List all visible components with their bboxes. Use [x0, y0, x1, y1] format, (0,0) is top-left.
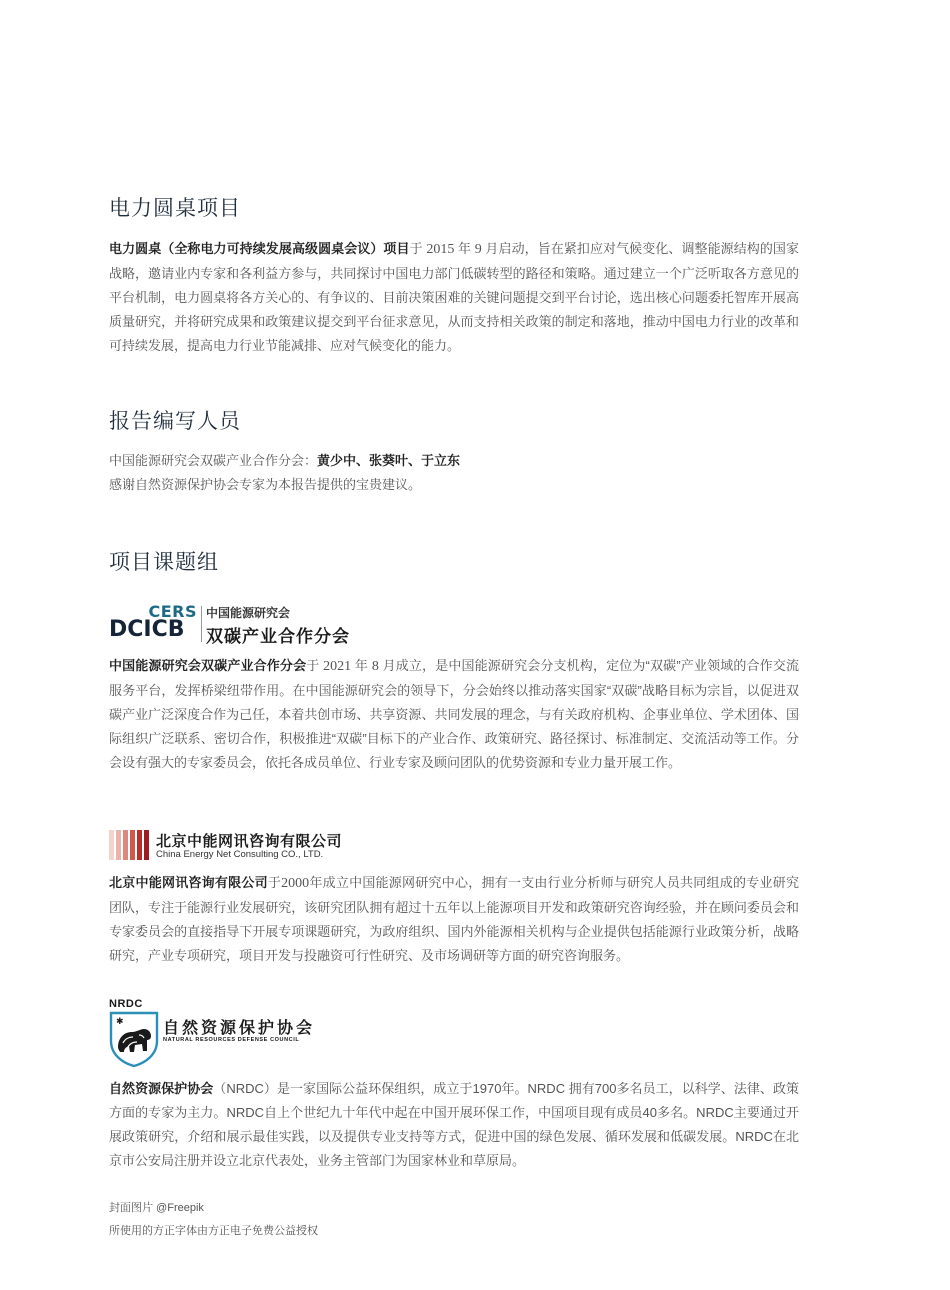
- cers-logo-cn-small: 中国能源研究会: [206, 606, 291, 620]
- cen-logo-cn: 北京中能网讯咨询有限公司: [156, 833, 343, 850]
- star-icon: ✱: [116, 1017, 124, 1027]
- text-run: 年成立中国能源网研究中心，拥有一支由行业分析师与研究人员共同组成的专业研究团队，专注于能源行业发展研究，该研究团队拥有超过十五年以上能源项目开发和政策研究咨询经验，并在顾问委员会和专家委员会的直接指导下开展专项课题研究，为政府组织、国内外能源相关机构与企业提供包括能源行业政策分析，战略研究，产业专项研究，项目开发与投融资可行性研究、及市场调研等方面的研究咨询服务。: [109, 875, 799, 963]
- polar-bear-shield-icon: [109, 1011, 159, 1067]
- authors-line-1: [109, 449, 799, 473]
- cen-logo-en: China Energy Net Consulting CO., LTD.: [156, 849, 324, 860]
- text-run: 年: [454, 241, 475, 256]
- section-title-team: 项目课题组: [109, 551, 219, 574]
- cen-logo-bar: [116, 830, 121, 860]
- authors-names: 黄少中、张葵叶、于立东: [317, 453, 461, 468]
- cers-wordmark: [109, 604, 197, 644]
- text-run: 于: [267, 875, 282, 890]
- dcicb-logo-text: DCICB: [109, 617, 185, 642]
- cen-logo-bar: [109, 830, 114, 860]
- year-number: 2015: [426, 242, 455, 257]
- cers-paragraph: [109, 654, 799, 775]
- text-run: 月成立，是中国能源研究会分支机构，定位为“双碳”产业领域的合作交流服务平台，发挥桥梁纽带作用。在中国能源研究会的领导下，分会始终以推动落实国家“双碳”战略目标为宗旨，以促进双碳产业广泛深度合作为己任，本着共创市场、共享资源、共同发展的理念，与有关政府机构、企事业单位、学术团体、国际组织广泛联系、密切合作，积极推进“双碳”目标下的产业合作、政策研究、路径探讨、标准制定、交流活动等工作。分会设有强大的专家委员会，依托各成员单位、行业专家及顾问团队的优势资源和专业力量开展工作。: [109, 658, 799, 770]
- authors-line-2: 感谢自然资源保护协会专家为本报告提供的宝贵建议。: [109, 477, 422, 492]
- year-number: 2021: [323, 659, 352, 674]
- cen-logo-bar: [130, 830, 135, 860]
- text-run: 于: [306, 658, 324, 673]
- text-run: （NRDC）是一家国际公益环保组织，成立于1970年。NRDC 拥有700多名员工，以科学、法律、政策方面的专家为主力。NRDC自上个世纪九十年代中起在中国开展环保工作，中国项目现有成员40多名。NRDC主要通过开展政策研究，介绍和展示最佳实践，以及提供专业支持等方式，促进中国的绿色发展、循环发展和低碳发展。NRDC在北京市公安局注册并设立北京代表处，业务主管部门为国家林业和草原局。: [109, 1081, 799, 1168]
- nrdc-logo-en: NATURAL RESOURCES DEFENSE COUNCIL: [163, 1037, 300, 1043]
- cers-logo-text: CERS: [148, 602, 197, 621]
- cen-logo-bar: [123, 830, 128, 860]
- nrdc-bold-lead: 自然资源保护协会: [109, 1081, 214, 1096]
- power-roundtable-paragraph: [109, 237, 799, 358]
- authors-org-prefix: 中国能源研究会双碳产业合作分会：: [109, 453, 318, 468]
- cen-logo-bar: [137, 830, 142, 860]
- cen-logo-bars-icon: [109, 830, 153, 860]
- year-number: 2000: [281, 876, 310, 891]
- nrdc-logo: [109, 998, 329, 1068]
- logo-divider: [201, 606, 202, 642]
- cen-paragraph: [109, 871, 799, 968]
- cen-logo-bar: [144, 830, 149, 860]
- nrdc-paragraph: [109, 1077, 799, 1173]
- text-run: 年: [351, 658, 372, 673]
- text-run: 月启动，旨在紧扣应对气候变化、调整能源结构的国家战略，邀请业内专家和各利益方参与，共同探讨中国电力部门低碳转型的路径和策略。通过建立一个广泛听取各方意见的平台机制，电力圆桌将各方关心的、有争议的、目前决策困难的关键问题提交到平台讨论，选出核心问题委托智库开展高质量研究，并将研究成果和政策建议提交到平台征求意见，从而支持相关政策的制定和落地，推动中国电力行业的改革和可持续发展，提高电力行业节能减排、应对气候变化的能力。: [109, 241, 799, 353]
- nrdc-logo-wordmark: NRDC: [109, 998, 143, 1010]
- cover-image-credit: 封面图片 @Freepik: [109, 1202, 204, 1214]
- polar-bear-shape: [118, 1029, 151, 1052]
- section-title-power-roundtable: 电力圆桌项目: [109, 197, 241, 220]
- section-title-authors: 报告编写人员: [109, 410, 241, 433]
- text-run: 于: [409, 241, 427, 256]
- cen-bold-lead: 北京中能网讯咨询有限公司: [109, 875, 268, 890]
- cers-dcicb-logo: [109, 604, 369, 644]
- font-license-note: 所使用的方正字体由方正电子免费公益授权: [109, 1225, 318, 1237]
- china-energy-net-logo: [109, 830, 349, 862]
- month-number: 8: [371, 659, 379, 674]
- nrdc-logo-cn: 自然资源保护协会: [163, 1020, 316, 1037]
- cers-logo-cn-big: 双碳产业合作分会: [206, 627, 350, 646]
- cers-bold-lead: 中国能源研究会双碳产业合作分会: [109, 658, 307, 673]
- power-roundtable-bold-lead: 电力圆桌（全称电力可持续发展高级圆桌会议）项目: [109, 241, 410, 256]
- month-number: 9: [474, 242, 482, 257]
